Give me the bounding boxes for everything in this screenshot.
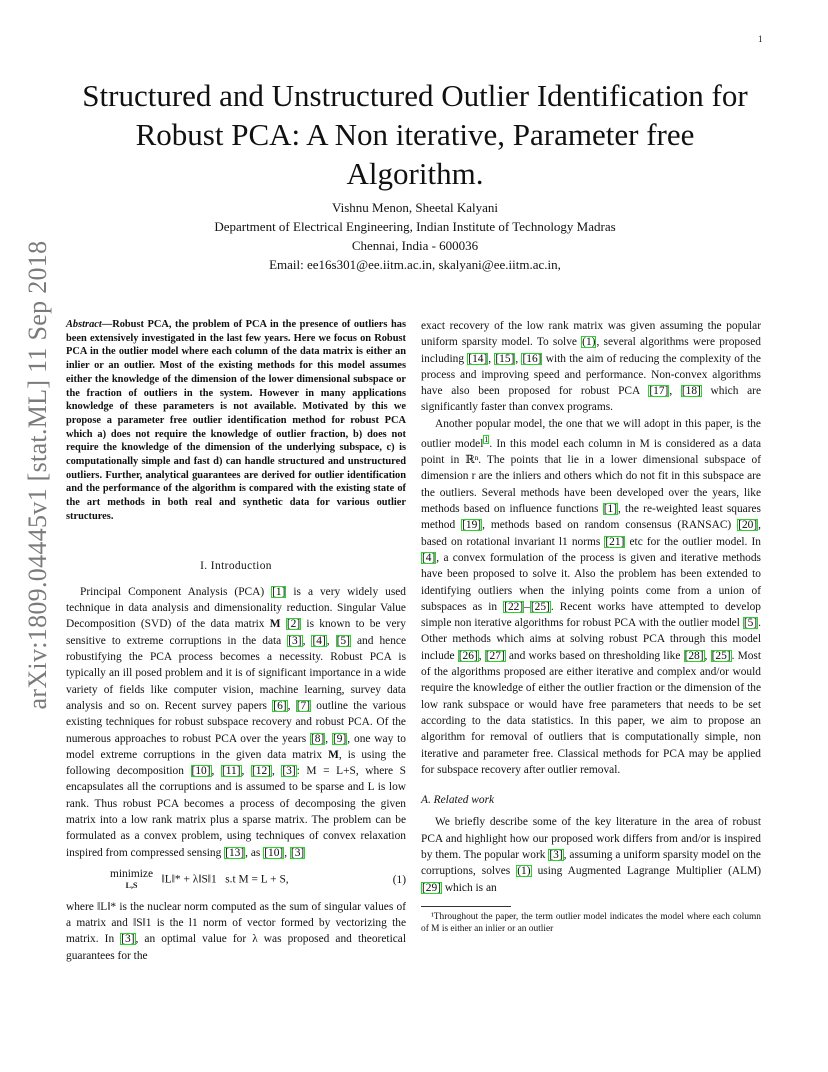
citation-link[interactable]: [19]	[462, 519, 482, 532]
text-run: ,	[287, 699, 296, 712]
citation-link[interactable]: (1)	[517, 865, 531, 878]
intro-paragraph-1	[66, 584, 406, 861]
citation-link[interactable]: [3]	[288, 634, 302, 647]
abstract-lead: Abstract	[66, 319, 102, 330]
math-symbol: M	[269, 618, 281, 631]
intro-paragraph-2	[66, 899, 406, 964]
citation-link[interactable]: [29]	[422, 881, 441, 894]
text-run: ,	[488, 352, 495, 365]
right-column	[421, 318, 761, 935]
author-names: Vishnu Menon, Sheetal Kalyani	[331, 200, 499, 215]
citation-link[interactable]: [3]	[290, 846, 305, 859]
citation-link[interactable]: [4]	[422, 551, 436, 564]
citation-link[interactable]: [14]	[468, 352, 488, 365]
text-run: is known to be very sensitive to extreme corruptions in the data	[66, 618, 406, 647]
citation-link[interactable]: [4]	[312, 634, 326, 647]
equation-subscript: L,S	[125, 880, 138, 890]
text-run: ,	[704, 649, 711, 662]
abstract-text: —Robust PCA, the problem of PCA in the presence of outliers has been extensively investigated in the last few years. Here we focus on Robust PCA in the outlier model where each column of the data matrix is either an inlier or an outlier. Most of the existing methods for this model assumes either the knowledge of the dimension of the lower dimensional subspace or the fraction of outliers in the system. However in many applications knowledge of these parameters is not available. Motivated by this we propose a parameter free outlier identification method for robust PCA which a) does not require the knowledge of outlier fraction, b) does not require the knowledge of the dimension of the underlying subspace, c) is computationally simple and fast d) can handle structured and unstructured outliers. Further, analytical guarantees are derived for outlier identification and the performance of the algorithm is compared with the existing state of the art methods in both real and synthetic data for various outlier structures.	[66, 319, 406, 522]
citation-link[interactable]: [5]	[743, 617, 758, 630]
citation-link[interactable]: [28]	[684, 649, 704, 662]
citation-link[interactable]: [13]	[225, 846, 245, 859]
equation-operator: minimize	[110, 867, 154, 880]
footnote-divider	[421, 906, 511, 907]
text-run: where ‖L‖* is the nuclear norm computed as the sum of singular values of a matrix and ‖S‖1 is the l1 norm of vector formed by vectorizing the matrix. In	[66, 900, 406, 946]
text-run: , one way to model extreme corruptions in the given data matrix	[66, 732, 406, 761]
citation-link[interactable]: [12]	[251, 765, 271, 778]
text-run: ,	[241, 765, 251, 778]
text-run: , as	[245, 846, 264, 859]
text-run: ,	[478, 649, 485, 662]
text-run: . Recent works have attempted to develop simple non iterative algorithms for robust PCA with the outlier model	[421, 600, 762, 630]
author-block	[70, 198, 760, 274]
arxiv-stamp-text: arXiv:1809.04445v1 [stat.ML] 11 Sep 2018	[23, 240, 52, 710]
citation-link[interactable]: [22]	[504, 600, 524, 613]
citation-link[interactable]: [11]	[221, 765, 241, 778]
citation-link[interactable]: [3]	[121, 933, 135, 946]
equation-number: (1)	[392, 873, 406, 886]
citation-link[interactable]: [18]	[681, 385, 701, 398]
author-department: Department of Electrical Engineering, Indian Institute of Technology Madras	[214, 219, 616, 234]
equation-constraint: s.t M = L + S,	[225, 873, 289, 886]
text-run: ,	[284, 846, 290, 859]
author-location: Chennai, India - 600036	[351, 238, 479, 253]
text-run: . In this model each column in M is considered as a data point in ℝⁿ. The points that lie in a lower dimensional subspace of dimension r are the inliers and others which do not fit in this subspace are the outliers. Several methods have been developed over the years, like methods based on influence functions	[421, 437, 762, 516]
text-run: and hence robustifying the PCA process becomes a necessity. Robust PCA is typically an ill posed problem and it is of significant importance in a wide variety of fields like computer vision, machine learning, survey data analysis and so on. Recent survey papers	[66, 634, 407, 712]
footnote-1: ¹Throughout the paper, the term outlier model indicates the model where each column of M is either an inlier or an outlier	[421, 911, 761, 934]
subsection-heading-related-work: A. Related work	[421, 794, 495, 807]
right-paragraph-2	[421, 416, 761, 778]
text-run: which are significantly faster than convex programs.	[421, 385, 762, 414]
citation-link[interactable]: [15]	[495, 352, 515, 365]
footnote-marker[interactable]: 1	[484, 435, 489, 445]
citation-link[interactable]: [17]	[649, 385, 669, 398]
citation-link[interactable]: [25]	[711, 649, 731, 662]
citation-link[interactable]: [26]	[458, 649, 478, 662]
equation-body	[110, 869, 289, 891]
citation-link[interactable]: [21]	[605, 535, 625, 548]
abstract	[66, 318, 406, 524]
paper-title: Structured and Unstructured Outlier Identification for Robust PCA: A Non iterative, Parameter free Algorithm.	[82, 78, 748, 191]
citation-link[interactable]: [7]	[296, 699, 311, 712]
text-run: exact recovery of the low rank matrix was given assuming the popular uniform sparsity model. To solve	[421, 320, 761, 349]
text-run: etc for the outlier model. In	[625, 535, 761, 548]
text-run: ,	[325, 732, 332, 745]
math-symbol: M	[328, 748, 339, 761]
text-run: , based on rotational invariant l1 norms	[421, 519, 761, 548]
citation-link[interactable]: [3]	[549, 849, 563, 861]
text-run: , an optimal value for λ was proposed and theoretical guarantees for the	[66, 933, 407, 962]
text-run: outline the various existing techniques for robust subspace recovery and robust PCA. Of the numerous approaches to robust PCA over the years	[66, 699, 406, 745]
text-run: ,	[515, 352, 522, 365]
text-run: ,	[211, 765, 221, 778]
citation-link[interactable]: [10]	[191, 765, 211, 778]
citation-link[interactable]: [16]	[522, 352, 542, 365]
text-run: , is using the following decomposition	[66, 748, 406, 778]
text-run: is a very widely used technique in data analysis and dimensionality reduction. Singular Value Decomposition (SVD) of the data matrix	[66, 585, 407, 631]
citation-link[interactable]: [25]	[530, 600, 550, 613]
text-run: , a convex formulation of the process is given and iterative methods have been proposed to solve it. Also the problem has been extended to identifying outliers when the inlying points come from a union of subspaces as in	[421, 551, 761, 613]
citation-link[interactable]: (1)	[582, 336, 596, 349]
text-run: , the re-weighted least squares method	[421, 503, 761, 532]
citation-link[interactable]: [1]	[272, 585, 286, 598]
text-run: ,	[271, 765, 282, 778]
citation-link[interactable]: [2]	[286, 618, 301, 631]
section-heading-introduction: I. Introduction	[200, 559, 272, 572]
citation-link[interactable]: [1]	[603, 503, 617, 516]
text-run: Another popular model, the one that we will adopt in this paper, is the outlier model	[421, 417, 761, 450]
text-run: with the aim of reducing the complexity of the process and improving speed and performance. Non-convex algorithms have also been proposed for robust PCA	[421, 352, 761, 398]
text-run: . Most of the algorithms proposed are either iterative and complex and/or would require the knowledge of either the outlier fraction or the dimension of the low rank subspace or would have free parameters that needs to be set according to the data statistics. In this paper, we aim to propose an algorithm for removal of outliers that is computationally simple, non iterative and parameter free. Classical methods for PCA may be applied for subspace recovery after outlier removal.	[421, 649, 762, 776]
text-run: We briefly describe some of the key literature in the area of robust PCA and highlight how our proposed work differs from and/or is inspired by them. The popular work	[421, 816, 761, 861]
text-run: Principal Component Analysis (PCA)	[80, 585, 272, 598]
citation-link[interactable]: [10]	[264, 846, 284, 859]
equation-1	[66, 869, 406, 891]
text-run: ,	[326, 634, 336, 647]
text-run: which is an	[441, 881, 497, 894]
text-run: and works based on thresholding like	[505, 649, 684, 662]
text-run: : M = L+S, where S encapsulates all the corruptions and is assumed to be sparse and L is low rank. Thus robust PCA becomes a process of decomposing the given matrix into a low rank matrix plus a sparse matrix. The problem can be formulated as a convex problem, using techniques of convex relaxation inspired from compressed sensing	[66, 765, 407, 859]
text-run: –	[524, 600, 530, 613]
text-run: ,	[669, 385, 681, 398]
citation-link[interactable]: [5]	[336, 634, 350, 647]
citation-link[interactable]: [3]	[282, 765, 296, 778]
citation-link[interactable]: [8]	[311, 732, 325, 745]
text-run: using Augmented Lagrange Multiplier (ALM)	[531, 865, 761, 878]
right-paragraph-1	[421, 318, 761, 416]
citation-link[interactable]: [6]	[273, 699, 287, 712]
citation-link[interactable]: [20]	[738, 519, 758, 532]
page-number: 1	[758, 34, 763, 44]
text-run: ,	[302, 634, 312, 647]
left-column	[66, 318, 406, 964]
citation-link[interactable]: [9]	[333, 732, 347, 745]
text-run: , several algorithms were proposed including	[421, 336, 761, 365]
equation-objective: ‖L‖* + λ‖S‖1	[161, 873, 217, 886]
citation-link[interactable]: [27]	[485, 649, 505, 662]
author-email: Email: ee16s301@ee.iitm.ac.in, skalyani@ee.iitm.ac.in,	[269, 257, 561, 272]
text-run: . Other methods which aims at solving robust PCA through this model include	[421, 617, 761, 662]
right-paragraph-3	[421, 814, 761, 895]
text-run: , assuming a uniform sparsity model on the corruptions, solves	[421, 849, 761, 878]
text-run: , methods based on random consensus (RANSAC)	[482, 519, 738, 532]
